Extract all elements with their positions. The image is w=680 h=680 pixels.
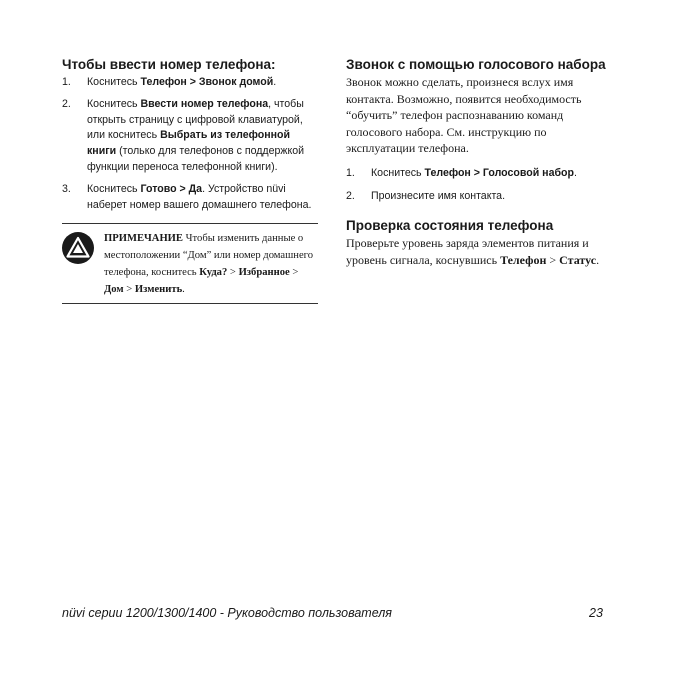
menu-path-item: Куда? xyxy=(199,267,228,279)
step-number: 2. xyxy=(346,190,355,203)
step-text: Коснитесь xyxy=(87,76,141,88)
voice-dial-paragraph: Звонок можно сделать, произнеся вслух имя контакта. Возможно, появится необходимость “обучить” телефон распознаванию команд голосового набора. См. инструкцию по эксплуатации телефона. xyxy=(346,75,582,155)
step-text: Коснитесь xyxy=(87,97,141,110)
menu-path-item: Статус xyxy=(559,252,597,267)
step-command: Готово > Да xyxy=(140,182,203,195)
step-number: 1. xyxy=(346,166,355,179)
phone-status-heading: Проверка состояния телефона xyxy=(346,218,554,234)
menu-path-separator: > xyxy=(227,267,239,279)
list-item xyxy=(62,97,318,176)
menu-path-item: Изменить xyxy=(134,284,183,296)
step-text: (только для телефонов с поддержкой функции переноса телефонной книги). xyxy=(87,145,305,173)
left-column xyxy=(62,56,318,304)
note-box xyxy=(62,223,318,304)
garmin-triangle-icon xyxy=(62,232,94,264)
menu-path-item: Телефон xyxy=(500,252,547,267)
step-text: Произнесите имя контакта. xyxy=(371,190,506,203)
step-number: 2. xyxy=(62,97,71,110)
step-command: Телефон > Голосовой набор xyxy=(424,166,574,179)
step-text: Коснитесь xyxy=(87,182,141,195)
step-text: , чтобы открыть страницу с цифровой клавиатурой, или коснитесь xyxy=(87,97,304,142)
note-text xyxy=(104,230,318,298)
phone-status-paragraph xyxy=(346,235,608,268)
step-text: . Устройство nüvi наберет номер вашего домашнего телефона. xyxy=(87,182,312,211)
list-item xyxy=(62,75,318,91)
menu-path-separator: > xyxy=(289,267,299,279)
step-command: Телефон > Звонок домой xyxy=(140,76,274,88)
list-item xyxy=(346,166,608,182)
step-text: . xyxy=(273,76,277,88)
status-text: Проверьте уровень заряда элементов питания и уровень сигнала, коснувшись xyxy=(346,236,589,267)
right-column xyxy=(346,56,608,268)
page-number: 23 xyxy=(589,606,603,620)
voice-dial-heading: Звонок с помощью голосового набора xyxy=(346,57,606,72)
menu-path-separator: . xyxy=(182,284,185,296)
dial-home-heading: Чтобы ввести номер телефона: xyxy=(62,57,276,72)
step-command: Выбрать из телефонной книги xyxy=(87,129,290,158)
note-label: ПРИМЕЧАНИЕ xyxy=(104,233,183,245)
list-item xyxy=(62,182,318,214)
status-text: . xyxy=(596,252,600,267)
step-number: 1. xyxy=(62,76,71,88)
menu-path-item: Дом xyxy=(104,284,124,296)
footer-title: nüvi серии 1200/1300/1400 - Руководство пользователя xyxy=(62,606,392,620)
menu-path-separator: > xyxy=(123,284,135,296)
step-text: . xyxy=(573,166,577,179)
list-item xyxy=(346,189,608,205)
step-text: Коснитесь xyxy=(371,166,425,179)
step-command: Ввести номер телефона xyxy=(140,97,269,110)
menu-path-separator: > xyxy=(546,252,560,267)
note-body: Чтобы изменить данные о местоположении “Дом” или номер домашнего телефона, коснитесь xyxy=(104,233,314,279)
step-number: 3. xyxy=(62,182,71,195)
menu-path-item: Избранное xyxy=(238,267,290,279)
